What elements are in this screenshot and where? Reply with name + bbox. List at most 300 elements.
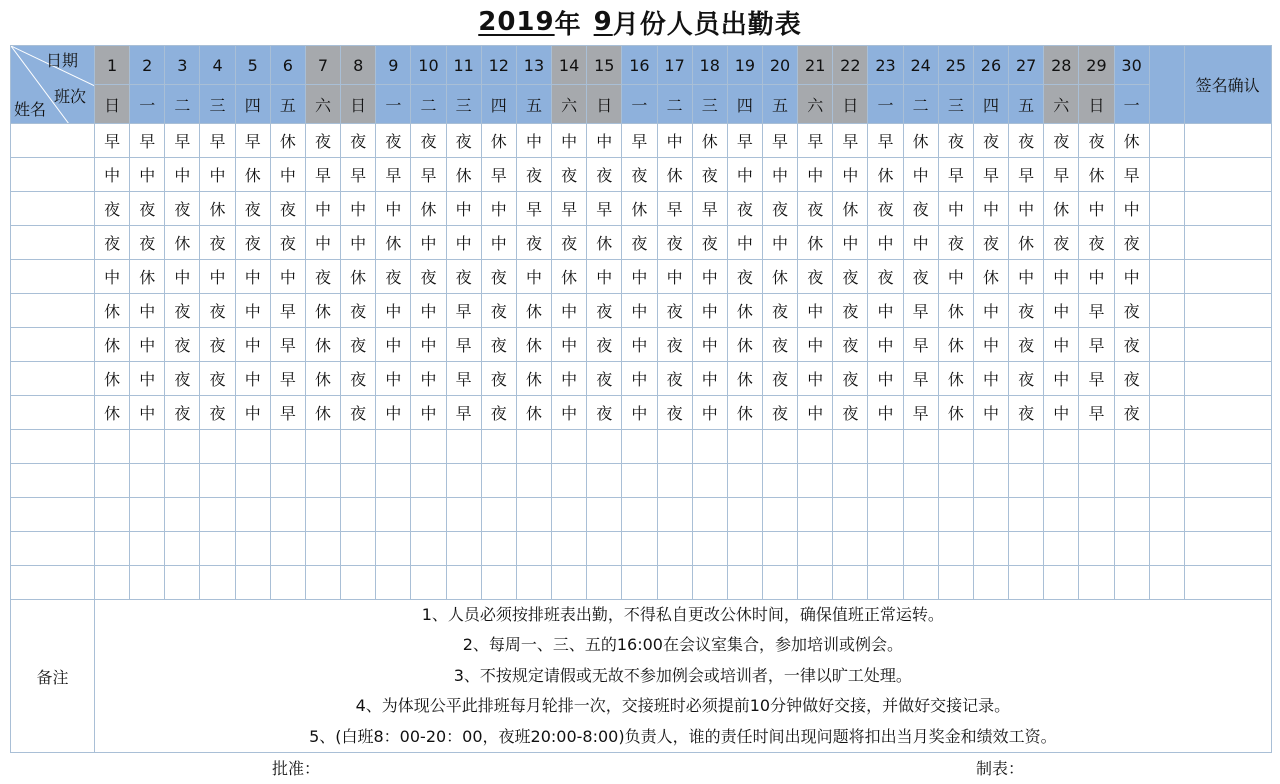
shift-cell[interactable]: 中 [727,158,762,192]
shift-cell[interactable] [973,532,1008,566]
shift-cell[interactable] [622,566,657,600]
shift-cell[interactable]: 中 [657,124,692,158]
shift-cell[interactable] [1079,498,1114,532]
shift-cell[interactable]: 早 [446,294,481,328]
shift-cell[interactable] [938,566,973,600]
shift-cell[interactable] [552,430,587,464]
shift-cell[interactable] [833,464,868,498]
shift-cell[interactable]: 中 [587,124,622,158]
shift-cell[interactable]: 夜 [1009,294,1044,328]
shift-cell[interactable] [376,430,411,464]
shift-cell[interactable] [973,566,1008,600]
shift-cell[interactable]: 夜 [833,260,868,294]
shift-cell[interactable] [692,464,727,498]
shift-cell[interactable]: 中 [235,328,270,362]
shift-cell[interactable]: 夜 [868,260,903,294]
shift-cell[interactable]: 夜 [481,362,516,396]
shift-cell[interactable]: 早 [973,158,1008,192]
shift-cell[interactable]: 中 [622,294,657,328]
shift-cell[interactable]: 中 [516,260,551,294]
shift-cell[interactable]: 夜 [1114,362,1149,396]
shift-cell[interactable] [587,532,622,566]
shift-cell[interactable]: 中 [868,328,903,362]
shift-cell[interactable]: 休 [305,396,340,430]
shift-cell[interactable] [481,566,516,600]
shift-cell[interactable]: 中 [762,158,797,192]
shift-cell[interactable]: 早 [552,192,587,226]
shift-cell[interactable]: 夜 [1114,328,1149,362]
extra-cell[interactable] [1149,362,1184,396]
shift-cell[interactable]: 中 [235,362,270,396]
shift-cell[interactable]: 夜 [692,226,727,260]
shift-cell[interactable]: 休 [1009,226,1044,260]
shift-cell[interactable]: 夜 [200,226,235,260]
shift-cell[interactable] [798,464,833,498]
shift-cell[interactable]: 夜 [727,192,762,226]
shift-cell[interactable] [341,430,376,464]
shift-cell[interactable]: 早 [903,396,938,430]
shift-cell[interactable]: 早 [411,158,446,192]
shift-cell[interactable]: 中 [903,226,938,260]
shift-cell[interactable]: 早 [270,294,305,328]
shift-cell[interactable]: 中 [973,328,1008,362]
shift-cell[interactable] [165,532,200,566]
shift-cell[interactable]: 中 [130,294,165,328]
shift-cell[interactable]: 早 [692,192,727,226]
signature-cell[interactable] [1184,396,1271,430]
shift-cell[interactable]: 休 [938,294,973,328]
shift-cell[interactable] [270,430,305,464]
shift-cell[interactable]: 中 [270,158,305,192]
shift-cell[interactable] [798,532,833,566]
shift-cell[interactable] [833,566,868,600]
shift-cell[interactable]: 早 [1079,396,1114,430]
shift-cell[interactable]: 早 [798,124,833,158]
shift-cell[interactable] [95,498,130,532]
shift-cell[interactable] [938,464,973,498]
shift-cell[interactable]: 中 [1009,192,1044,226]
shift-cell[interactable] [762,464,797,498]
shift-cell[interactable]: 夜 [341,328,376,362]
shift-cell[interactable]: 夜 [552,158,587,192]
shift-cell[interactable]: 中 [973,362,1008,396]
shift-cell[interactable] [1044,430,1079,464]
shift-cell[interactable]: 早 [587,192,622,226]
shift-cell[interactable]: 中 [1044,396,1079,430]
shift-cell[interactable]: 休 [938,328,973,362]
shift-cell[interactable]: 夜 [305,124,340,158]
shift-cell[interactable]: 中 [200,158,235,192]
shift-cell[interactable] [235,532,270,566]
shift-cell[interactable] [692,498,727,532]
shift-cell[interactable]: 休 [235,158,270,192]
shift-cell[interactable]: 休 [692,124,727,158]
shift-cell[interactable]: 夜 [762,328,797,362]
shift-cell[interactable]: 夜 [587,362,622,396]
signature-cell[interactable] [1184,260,1271,294]
shift-cell[interactable]: 夜 [657,226,692,260]
shift-cell[interactable]: 早 [130,124,165,158]
shift-cell[interactable] [1044,566,1079,600]
shift-cell[interactable]: 中 [95,158,130,192]
shift-cell[interactable]: 中 [376,294,411,328]
shift-cell[interactable]: 休 [95,294,130,328]
shift-cell[interactable] [587,430,622,464]
shift-cell[interactable]: 早 [1079,362,1114,396]
shift-cell[interactable]: 夜 [692,158,727,192]
shift-cell[interactable]: 中 [692,294,727,328]
shift-cell[interactable]: 中 [798,328,833,362]
shift-cell[interactable]: 夜 [938,226,973,260]
shift-cell[interactable]: 夜 [938,124,973,158]
shift-cell[interactable]: 中 [411,226,446,260]
shift-cell[interactable]: 夜 [235,226,270,260]
shift-cell[interactable] [1079,532,1114,566]
shift-cell[interactable]: 夜 [516,226,551,260]
shift-cell[interactable]: 夜 [1009,362,1044,396]
shift-cell[interactable]: 中 [130,158,165,192]
signature-cell[interactable] [1184,226,1271,260]
shift-cell[interactable] [1009,532,1044,566]
shift-cell[interactable] [973,430,1008,464]
shift-cell[interactable] [727,464,762,498]
shift-cell[interactable]: 夜 [130,192,165,226]
shift-cell[interactable] [376,464,411,498]
shift-cell[interactable]: 夜 [95,192,130,226]
shift-cell[interactable] [1044,464,1079,498]
shift-cell[interactable]: 中 [903,158,938,192]
shift-cell[interactable]: 休 [341,260,376,294]
name-cell[interactable] [11,226,95,260]
shift-cell[interactable] [727,430,762,464]
shift-cell[interactable]: 夜 [165,362,200,396]
name-cell[interactable] [11,566,95,600]
shift-cell[interactable]: 休 [657,158,692,192]
shift-cell[interactable]: 夜 [833,362,868,396]
shift-cell[interactable]: 中 [657,260,692,294]
shift-cell[interactable]: 夜 [446,124,481,158]
shift-cell[interactable] [798,566,833,600]
shift-cell[interactable]: 休 [727,362,762,396]
shift-cell[interactable]: 休 [798,226,833,260]
shift-cell[interactable] [868,464,903,498]
shift-cell[interactable] [411,566,446,600]
shift-cell[interactable] [130,532,165,566]
shift-cell[interactable]: 夜 [165,396,200,430]
shift-cell[interactable]: 休 [868,158,903,192]
shift-cell[interactable]: 早 [1009,158,1044,192]
shift-cell[interactable]: 夜 [657,362,692,396]
name-cell[interactable] [11,532,95,566]
shift-cell[interactable] [692,532,727,566]
shift-cell[interactable]: 夜 [516,158,551,192]
shift-cell[interactable] [376,532,411,566]
shift-cell[interactable]: 夜 [762,362,797,396]
shift-cell[interactable]: 夜 [341,294,376,328]
shift-cell[interactable]: 休 [622,192,657,226]
shift-cell[interactable] [235,464,270,498]
shift-cell[interactable]: 早 [1079,328,1114,362]
shift-cell[interactable]: 夜 [411,260,446,294]
shift-cell[interactable]: 夜 [1114,396,1149,430]
extra-cell[interactable] [1149,396,1184,430]
shift-cell[interactable] [270,498,305,532]
shift-cell[interactable] [1009,464,1044,498]
shift-cell[interactable]: 中 [552,124,587,158]
shift-cell[interactable]: 中 [446,226,481,260]
shift-cell[interactable] [516,566,551,600]
signature-cell[interactable] [1184,430,1271,464]
name-cell[interactable] [11,328,95,362]
shift-cell[interactable] [200,566,235,600]
shift-cell[interactable] [305,464,340,498]
shift-cell[interactable]: 中 [130,328,165,362]
shift-cell[interactable] [1114,566,1149,600]
shift-cell[interactable]: 中 [622,362,657,396]
shift-cell[interactable]: 夜 [762,192,797,226]
shift-cell[interactable] [1079,430,1114,464]
shift-cell[interactable]: 早 [270,328,305,362]
shift-cell[interactable] [270,566,305,600]
shift-cell[interactable]: 早 [833,124,868,158]
shift-cell[interactable]: 夜 [833,294,868,328]
shift-cell[interactable]: 中 [235,396,270,430]
shift-cell[interactable]: 夜 [903,192,938,226]
signature-cell[interactable] [1184,158,1271,192]
shift-cell[interactable]: 夜 [235,192,270,226]
shift-cell[interactable]: 早 [903,362,938,396]
shift-cell[interactable] [446,498,481,532]
extra-cell[interactable] [1149,294,1184,328]
shift-cell[interactable]: 早 [868,124,903,158]
shift-cell[interactable] [1044,532,1079,566]
shift-cell[interactable]: 中 [552,362,587,396]
shift-cell[interactable]: 早 [165,124,200,158]
shift-cell[interactable]: 中 [305,192,340,226]
shift-cell[interactable] [516,532,551,566]
shift-cell[interactable] [376,498,411,532]
shift-cell[interactable]: 中 [1044,260,1079,294]
shift-cell[interactable] [868,430,903,464]
shift-cell[interactable] [727,532,762,566]
shift-cell[interactable]: 中 [200,260,235,294]
shift-cell[interactable] [973,498,1008,532]
shift-cell[interactable] [305,498,340,532]
shift-cell[interactable]: 中 [798,158,833,192]
shift-cell[interactable]: 早 [1114,158,1149,192]
shift-cell[interactable]: 夜 [481,328,516,362]
shift-cell[interactable]: 夜 [305,260,340,294]
shift-cell[interactable] [446,566,481,600]
shift-cell[interactable]: 中 [868,294,903,328]
extra-cell[interactable] [1149,260,1184,294]
shift-cell[interactable]: 早 [200,124,235,158]
shift-cell[interactable]: 中 [692,396,727,430]
shift-cell[interactable]: 夜 [587,328,622,362]
shift-cell[interactable] [903,464,938,498]
shift-cell[interactable]: 中 [376,192,411,226]
shift-cell[interactable]: 休 [903,124,938,158]
shift-cell[interactable]: 休 [95,328,130,362]
shift-cell[interactable]: 中 [95,260,130,294]
shift-cell[interactable] [130,430,165,464]
shift-cell[interactable]: 夜 [903,260,938,294]
shift-cell[interactable]: 休 [95,396,130,430]
shift-cell[interactable] [516,498,551,532]
shift-cell[interactable] [868,498,903,532]
shift-cell[interactable] [587,566,622,600]
shift-cell[interactable] [411,498,446,532]
shift-cell[interactable] [762,430,797,464]
extra-cell[interactable] [1149,498,1184,532]
shift-cell[interactable] [798,430,833,464]
shift-cell[interactable]: 中 [552,294,587,328]
shift-cell[interactable]: 中 [622,260,657,294]
extra-cell[interactable] [1149,566,1184,600]
shift-cell[interactable]: 中 [973,192,1008,226]
shift-cell[interactable]: 中 [973,396,1008,430]
shift-cell[interactable] [762,532,797,566]
extra-cell[interactable] [1149,532,1184,566]
shift-cell[interactable] [552,532,587,566]
shift-cell[interactable] [903,532,938,566]
shift-cell[interactable] [130,464,165,498]
shift-cell[interactable] [305,430,340,464]
shift-cell[interactable] [376,566,411,600]
shift-cell[interactable]: 中 [938,260,973,294]
shift-cell[interactable]: 早 [903,328,938,362]
shift-cell[interactable]: 夜 [587,294,622,328]
shift-cell[interactable] [587,464,622,498]
shift-cell[interactable]: 早 [270,396,305,430]
shift-cell[interactable] [200,430,235,464]
shift-cell[interactable] [938,498,973,532]
shift-cell[interactable] [622,498,657,532]
shift-cell[interactable] [95,532,130,566]
extra-cell[interactable] [1149,158,1184,192]
shift-cell[interactable]: 休 [446,158,481,192]
shift-cell[interactable]: 中 [481,226,516,260]
shift-cell[interactable] [305,532,340,566]
shift-cell[interactable] [973,464,1008,498]
shift-cell[interactable] [762,498,797,532]
shift-cell[interactable] [200,498,235,532]
shift-cell[interactable]: 夜 [481,396,516,430]
shift-cell[interactable]: 休 [516,294,551,328]
shift-cell[interactable] [622,464,657,498]
extra-cell[interactable] [1149,430,1184,464]
shift-cell[interactable] [165,430,200,464]
shift-cell[interactable]: 中 [1044,362,1079,396]
shift-cell[interactable]: 中 [868,362,903,396]
shift-cell[interactable]: 夜 [1114,226,1149,260]
shift-cell[interactable]: 中 [305,226,340,260]
shift-cell[interactable] [165,498,200,532]
shift-cell[interactable] [200,464,235,498]
shift-cell[interactable] [1114,430,1149,464]
shift-cell[interactable] [868,566,903,600]
shift-cell[interactable]: 中 [868,396,903,430]
shift-cell[interactable] [481,430,516,464]
shift-cell[interactable]: 夜 [341,124,376,158]
shift-cell[interactable]: 早 [341,158,376,192]
shift-cell[interactable]: 休 [200,192,235,226]
shift-cell[interactable]: 中 [833,226,868,260]
shift-cell[interactable]: 休 [727,294,762,328]
shift-cell[interactable]: 中 [341,192,376,226]
shift-cell[interactable]: 中 [516,124,551,158]
shift-cell[interactable]: 早 [235,124,270,158]
shift-cell[interactable]: 中 [1044,328,1079,362]
shift-cell[interactable]: 早 [446,396,481,430]
shift-cell[interactable]: 夜 [1044,124,1079,158]
shift-cell[interactable]: 中 [692,328,727,362]
shift-cell[interactable]: 中 [798,294,833,328]
shift-cell[interactable]: 中 [1009,260,1044,294]
shift-cell[interactable]: 早 [657,192,692,226]
shift-cell[interactable] [938,430,973,464]
shift-cell[interactable]: 中 [973,294,1008,328]
shift-cell[interactable]: 夜 [622,226,657,260]
shift-cell[interactable] [165,566,200,600]
shift-cell[interactable]: 夜 [481,294,516,328]
shift-cell[interactable]: 夜 [200,362,235,396]
shift-cell[interactable] [727,566,762,600]
shift-cell[interactable]: 中 [1044,294,1079,328]
shift-cell[interactable]: 休 [95,362,130,396]
signature-cell[interactable] [1184,464,1271,498]
shift-cell[interactable] [481,498,516,532]
shift-cell[interactable]: 中 [235,260,270,294]
shift-cell[interactable] [903,566,938,600]
shift-cell[interactable]: 夜 [1114,294,1149,328]
shift-cell[interactable]: 早 [446,362,481,396]
shift-cell[interactable]: 中 [411,362,446,396]
shift-cell[interactable] [1009,430,1044,464]
shift-cell[interactable]: 休 [305,294,340,328]
shift-cell[interactable] [95,566,130,600]
name-cell[interactable] [11,430,95,464]
shift-cell[interactable]: 夜 [95,226,130,260]
shift-cell[interactable]: 夜 [973,124,1008,158]
shift-cell[interactable]: 休 [516,362,551,396]
shift-cell[interactable] [341,566,376,600]
shift-cell[interactable]: 夜 [727,260,762,294]
shift-cell[interactable]: 早 [270,362,305,396]
shift-cell[interactable] [1009,498,1044,532]
shift-cell[interactable]: 早 [903,294,938,328]
shift-cell[interactable]: 夜 [341,396,376,430]
name-cell[interactable] [11,498,95,532]
extra-cell[interactable] [1149,226,1184,260]
shift-cell[interactable]: 中 [587,260,622,294]
shift-cell[interactable] [622,532,657,566]
name-cell[interactable] [11,260,95,294]
shift-cell[interactable] [1079,566,1114,600]
shift-cell[interactable]: 中 [270,260,305,294]
name-cell[interactable] [11,396,95,430]
shift-cell[interactable]: 早 [727,124,762,158]
name-cell[interactable] [11,294,95,328]
shift-cell[interactable] [1044,498,1079,532]
shift-cell[interactable] [657,464,692,498]
extra-cell[interactable] [1149,464,1184,498]
shift-cell[interactable] [868,532,903,566]
shift-cell[interactable] [481,532,516,566]
name-cell[interactable] [11,464,95,498]
shift-cell[interactable]: 夜 [200,294,235,328]
shift-cell[interactable]: 中 [341,226,376,260]
